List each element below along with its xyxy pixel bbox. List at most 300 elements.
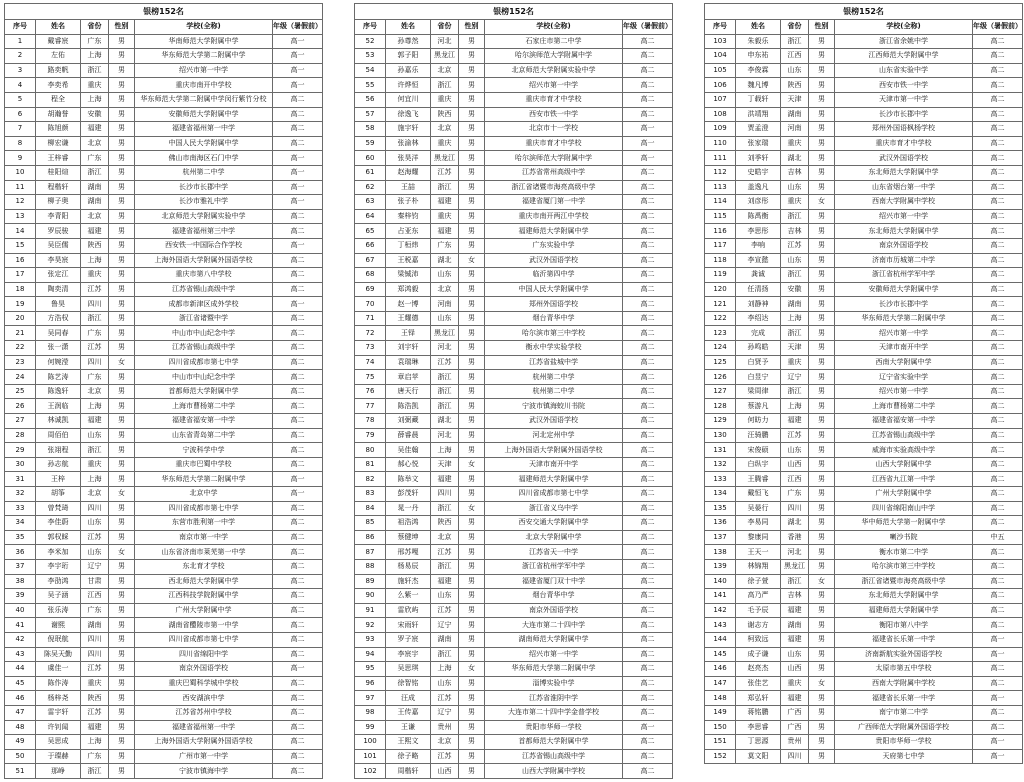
grade-cell: 高二 bbox=[273, 341, 323, 356]
province-cell: 江西 bbox=[781, 472, 809, 487]
table-row bbox=[355, 180, 673, 195]
gender-cell: 男 bbox=[109, 297, 135, 312]
table-row bbox=[5, 559, 323, 574]
header-gender: 性别 bbox=[809, 20, 835, 35]
table-row bbox=[355, 122, 673, 137]
school-cell: 北京中学 bbox=[135, 487, 273, 502]
gender-cell: 男 bbox=[109, 662, 135, 677]
rank-cell: 18 bbox=[5, 282, 36, 297]
province-cell: 江苏 bbox=[431, 691, 459, 706]
gender-cell: 男 bbox=[809, 238, 835, 253]
province-cell: 福建 bbox=[81, 122, 109, 137]
gender-cell: 女 bbox=[459, 253, 485, 268]
school-cell: 西安市铁一中学 bbox=[835, 78, 973, 93]
table-row bbox=[5, 720, 323, 735]
grade-cell: 高二 bbox=[973, 501, 1023, 516]
gender-cell: 男 bbox=[459, 676, 485, 691]
gender-cell: 男 bbox=[809, 530, 835, 545]
name-cell: 丁桓炜 bbox=[386, 238, 431, 253]
province-cell: 上海 bbox=[81, 735, 109, 750]
school-cell: 华东师范大学第二附属中学 bbox=[135, 472, 273, 487]
province-cell: 上海 bbox=[81, 92, 109, 107]
name-cell: 章启苹 bbox=[386, 370, 431, 385]
school-cell: 北京师范大学附属实验中学 bbox=[485, 63, 623, 78]
rank-cell: 29 bbox=[5, 443, 36, 458]
rank-cell: 43 bbox=[5, 647, 36, 662]
grade-cell: 高二 bbox=[623, 282, 673, 297]
table-row bbox=[5, 691, 323, 706]
gender-cell: 男 bbox=[109, 49, 135, 64]
name-cell: 李佳蔚 bbox=[36, 516, 81, 531]
header-school: 学校(全称) bbox=[835, 20, 973, 35]
table-row bbox=[705, 559, 1023, 574]
gender-cell: 男 bbox=[109, 384, 135, 399]
gender-cell: 男 bbox=[459, 151, 485, 166]
school-cell: 四川省绵阳中学 bbox=[135, 647, 273, 662]
name-cell: 彭茂轩 bbox=[386, 487, 431, 502]
province-cell: 黑龙江 bbox=[431, 326, 459, 341]
province-cell: 河北 bbox=[431, 34, 459, 49]
table-row bbox=[705, 618, 1023, 633]
name-cell: 桂阳煊 bbox=[36, 165, 81, 180]
school-cell: 绍兴市第一中学 bbox=[835, 326, 973, 341]
table-row bbox=[5, 662, 323, 677]
rank-cell: 66 bbox=[355, 238, 386, 253]
table-row bbox=[705, 691, 1023, 706]
grade-cell: 高二 bbox=[273, 443, 323, 458]
name-cell: 任清扬 bbox=[736, 282, 781, 297]
school-cell: 山西大学附属中学校 bbox=[485, 764, 623, 779]
rank-cell: 134 bbox=[705, 487, 736, 502]
table-row bbox=[705, 107, 1023, 122]
gender-cell: 男 bbox=[109, 253, 135, 268]
rank-cell: 146 bbox=[705, 662, 736, 677]
rank-cell: 99 bbox=[355, 720, 386, 735]
school-cell: 重庆市巴蜀中学校 bbox=[135, 457, 273, 472]
table-row bbox=[705, 268, 1023, 283]
grade-cell: 高二 bbox=[623, 443, 673, 458]
header-rank: 序号 bbox=[5, 20, 36, 35]
gender-cell: 男 bbox=[459, 165, 485, 180]
gender-cell: 男 bbox=[109, 414, 135, 429]
table-row bbox=[5, 618, 323, 633]
name-cell: 汪成 bbox=[386, 691, 431, 706]
gender-cell: 男 bbox=[109, 311, 135, 326]
name-cell: 孙志航 bbox=[36, 457, 81, 472]
gender-cell: 男 bbox=[809, 545, 835, 560]
ranking-table-3 bbox=[704, 3, 1023, 764]
rank-cell: 141 bbox=[705, 589, 736, 604]
rank-cell: 100 bbox=[355, 735, 386, 750]
gender-cell: 男 bbox=[809, 516, 835, 531]
province-cell: 江苏 bbox=[781, 428, 809, 443]
gender-cell: 男 bbox=[809, 428, 835, 443]
name-cell: 白纵宇 bbox=[736, 457, 781, 472]
table-row bbox=[5, 530, 323, 545]
gender-cell: 男 bbox=[459, 414, 485, 429]
rank-cell: 106 bbox=[705, 78, 736, 93]
grade-cell: 高二 bbox=[623, 107, 673, 122]
grade-cell: 高二 bbox=[973, 443, 1023, 458]
province-cell: 山东 bbox=[81, 545, 109, 560]
name-cell: 李米加 bbox=[36, 545, 81, 560]
school-cell: 长沙市长郡中学 bbox=[135, 180, 273, 195]
table-row bbox=[5, 311, 323, 326]
gender-cell: 男 bbox=[809, 603, 835, 618]
province-cell: 山东 bbox=[781, 180, 809, 195]
grade-cell: 高二 bbox=[273, 749, 323, 764]
school-cell: 山东省实验中学 bbox=[835, 63, 973, 78]
grade-cell: 高二 bbox=[973, 326, 1023, 341]
grade-cell: 高一 bbox=[273, 165, 323, 180]
province-cell: 山西 bbox=[781, 457, 809, 472]
name-cell: 陈浩凯 bbox=[386, 399, 431, 414]
table-row bbox=[355, 238, 673, 253]
grade-cell: 高二 bbox=[273, 705, 323, 720]
table-row bbox=[5, 92, 323, 107]
grade-cell: 高二 bbox=[973, 370, 1023, 385]
name-cell: 徐子略 bbox=[386, 749, 431, 764]
grade-cell: 高二 bbox=[273, 253, 323, 268]
table-row bbox=[705, 341, 1023, 356]
school-cell: 浙江省余姚中学 bbox=[835, 34, 973, 49]
school-cell: 西安市铁一中学 bbox=[485, 107, 623, 122]
province-cell: 四川 bbox=[81, 355, 109, 370]
table-row bbox=[5, 326, 323, 341]
table-row bbox=[355, 632, 673, 647]
rank-cell: 103 bbox=[705, 34, 736, 49]
school-cell: 浙江省诸暨市海亮高级中学 bbox=[485, 180, 623, 195]
rank-cell: 10 bbox=[5, 165, 36, 180]
grade-cell: 高二 bbox=[273, 457, 323, 472]
school-cell: 湖南省醴陵市第一中学 bbox=[135, 618, 273, 633]
grade-cell: 高二 bbox=[623, 209, 673, 224]
name-cell: 方浩权 bbox=[36, 311, 81, 326]
grade-cell: 高一 bbox=[273, 195, 323, 210]
gender-cell: 女 bbox=[109, 545, 135, 560]
name-cell: 黎康同 bbox=[736, 530, 781, 545]
province-cell: 四川 bbox=[81, 632, 109, 647]
grade-cell: 高二 bbox=[623, 268, 673, 283]
table-row bbox=[5, 749, 323, 764]
name-cell: 张翊程 bbox=[36, 443, 81, 458]
name-cell: 王梓睿 bbox=[36, 151, 81, 166]
table-row bbox=[5, 705, 323, 720]
school-cell: 华东师范大学第二附属中学 bbox=[135, 49, 273, 64]
province-cell: 重庆 bbox=[81, 78, 109, 93]
table-row bbox=[5, 180, 323, 195]
table-row bbox=[355, 691, 673, 706]
province-cell: 河北 bbox=[781, 545, 809, 560]
name-cell: 程全 bbox=[36, 92, 81, 107]
gender-cell: 男 bbox=[809, 253, 835, 268]
gender-cell: 男 bbox=[809, 136, 835, 151]
province-cell: 湖南 bbox=[781, 107, 809, 122]
gender-cell: 男 bbox=[459, 268, 485, 283]
province-cell: 福建 bbox=[431, 574, 459, 589]
rank-cell: 69 bbox=[355, 282, 386, 297]
school-cell: 天津市南开中学 bbox=[835, 341, 973, 356]
rank-cell: 40 bbox=[5, 603, 36, 618]
province-cell: 上海 bbox=[81, 399, 109, 414]
name-cell: 吴臣儒 bbox=[36, 238, 81, 253]
table-body bbox=[705, 34, 1023, 764]
name-cell: 李思睿 bbox=[736, 720, 781, 735]
province-cell: 湖南 bbox=[81, 195, 109, 210]
table-row bbox=[705, 209, 1023, 224]
table-row bbox=[355, 326, 673, 341]
rank-cell: 107 bbox=[705, 92, 736, 107]
name-cell: 占亚东 bbox=[386, 224, 431, 239]
school-cell: 哈尔滨师范大学附属中学 bbox=[485, 151, 623, 166]
school-cell: 上海外国语大学附属外国语学校 bbox=[135, 735, 273, 750]
gender-cell: 男 bbox=[109, 632, 135, 647]
name-cell: 洪靖翔 bbox=[736, 107, 781, 122]
rank-cell: 57 bbox=[355, 107, 386, 122]
school-cell: 中国人民大学附属中学 bbox=[485, 282, 623, 297]
gender-cell: 男 bbox=[809, 384, 835, 399]
province-cell: 上海 bbox=[781, 311, 809, 326]
gender-cell: 男 bbox=[809, 107, 835, 122]
name-cell: 李劭鸿 bbox=[36, 574, 81, 589]
grade-cell: 高二 bbox=[973, 224, 1023, 239]
province-cell: 山东 bbox=[431, 676, 459, 691]
name-cell: 张子朴 bbox=[386, 195, 431, 210]
table-row bbox=[5, 209, 323, 224]
table-row bbox=[705, 282, 1023, 297]
table-row bbox=[705, 122, 1023, 137]
school-cell: 天府第七中学 bbox=[835, 749, 973, 764]
gender-cell: 男 bbox=[459, 326, 485, 341]
rank-cell: 17 bbox=[5, 268, 36, 283]
rank-cell: 124 bbox=[705, 341, 736, 356]
grade-cell: 高二 bbox=[623, 472, 673, 487]
rank-cell: 149 bbox=[705, 705, 736, 720]
gender-cell: 男 bbox=[109, 559, 135, 574]
gender-cell: 男 bbox=[459, 632, 485, 647]
gender-cell: 男 bbox=[109, 501, 135, 516]
table-row bbox=[705, 195, 1023, 210]
gender-cell: 女 bbox=[809, 195, 835, 210]
table-row bbox=[355, 545, 673, 560]
rank-cell: 125 bbox=[705, 355, 736, 370]
grade-cell: 高二 bbox=[973, 618, 1023, 633]
grade-cell: 高二 bbox=[623, 574, 673, 589]
grade-cell: 高二 bbox=[973, 574, 1023, 589]
table-row bbox=[705, 136, 1023, 151]
province-cell: 湖北 bbox=[781, 151, 809, 166]
school-cell: 福建省福安第一中学 bbox=[835, 414, 973, 429]
name-cell: 林诚凯 bbox=[36, 414, 81, 429]
grade-cell: 高二 bbox=[273, 224, 323, 239]
table-row bbox=[705, 311, 1023, 326]
gender-cell: 男 bbox=[809, 165, 835, 180]
gender-cell: 男 bbox=[459, 443, 485, 458]
rank-cell: 98 bbox=[355, 705, 386, 720]
name-cell: 徐智铭 bbox=[386, 676, 431, 691]
school-cell: 南京外国语学校 bbox=[835, 238, 973, 253]
grade-cell: 高二 bbox=[973, 559, 1023, 574]
rank-cell: 73 bbox=[355, 341, 386, 356]
table-row bbox=[355, 151, 673, 166]
rank-cell: 2 bbox=[5, 49, 36, 64]
table-row bbox=[355, 34, 673, 49]
rank-cell: 102 bbox=[355, 764, 386, 779]
header-gender: 性别 bbox=[109, 20, 135, 35]
school-cell: 福建省厦门第一中学 bbox=[485, 195, 623, 210]
grade-cell: 高二 bbox=[273, 209, 323, 224]
name-cell: 张家瑞 bbox=[736, 136, 781, 151]
province-cell: 辽宁 bbox=[431, 618, 459, 633]
school-cell: 上海外国语大学附属外国语学校 bbox=[135, 253, 273, 268]
school-cell: 重庆市南开中学校 bbox=[135, 78, 273, 93]
rank-cell: 132 bbox=[705, 457, 736, 472]
name-cell: 胡筝 bbox=[36, 487, 81, 502]
table-row bbox=[5, 487, 323, 502]
grade-cell: 高二 bbox=[973, 209, 1023, 224]
name-cell: 郝心悦 bbox=[386, 457, 431, 472]
grade-cell: 高二 bbox=[623, 530, 673, 545]
name-cell: 白贤予 bbox=[736, 355, 781, 370]
table-row bbox=[705, 705, 1023, 720]
rank-cell: 136 bbox=[705, 516, 736, 531]
province-cell: 江苏 bbox=[431, 355, 459, 370]
table-row bbox=[5, 735, 323, 750]
province-cell: 浙江 bbox=[781, 34, 809, 49]
grade-cell: 高二 bbox=[973, 457, 1023, 472]
rank-cell: 133 bbox=[705, 472, 736, 487]
province-cell: 江苏 bbox=[81, 530, 109, 545]
school-cell: 四川省成都市第七中学 bbox=[485, 487, 623, 502]
name-cell: 倪珉航 bbox=[36, 632, 81, 647]
grade-cell: 高二 bbox=[623, 92, 673, 107]
rank-cell: 9 bbox=[5, 151, 36, 166]
province-cell: 广东 bbox=[81, 370, 109, 385]
name-cell: 林锦翔 bbox=[736, 559, 781, 574]
province-cell: 浙江 bbox=[81, 311, 109, 326]
rank-cell: 126 bbox=[705, 370, 736, 385]
province-cell: 广东 bbox=[81, 326, 109, 341]
grade-cell: 高二 bbox=[273, 647, 323, 662]
rank-cell: 88 bbox=[355, 559, 386, 574]
table-row bbox=[5, 195, 323, 210]
table-row bbox=[355, 253, 673, 268]
grade-cell: 高二 bbox=[273, 764, 323, 779]
name-cell: 成子谦 bbox=[736, 647, 781, 662]
table-row bbox=[355, 92, 673, 107]
name-cell: 王天一 bbox=[736, 545, 781, 560]
rank-cell: 51 bbox=[5, 764, 36, 779]
name-cell: 罗辰骏 bbox=[36, 224, 81, 239]
province-cell: 北京 bbox=[431, 735, 459, 750]
rank-cell: 116 bbox=[705, 224, 736, 239]
table-row bbox=[705, 297, 1023, 312]
province-cell: 北京 bbox=[81, 487, 109, 502]
name-cell: 吴思琪 bbox=[386, 662, 431, 677]
name-cell: 路奕帆 bbox=[36, 63, 81, 78]
rank-cell: 80 bbox=[355, 443, 386, 458]
grade-cell: 高一 bbox=[623, 122, 673, 137]
name-cell: 于璨赫 bbox=[36, 749, 81, 764]
grade-cell: 高二 bbox=[973, 107, 1023, 122]
grade-cell: 高二 bbox=[973, 78, 1023, 93]
school-cell: 绍兴市第一中学 bbox=[135, 63, 273, 78]
name-cell: 周楷轩 bbox=[386, 764, 431, 779]
grade-cell: 高二 bbox=[623, 384, 673, 399]
table-row bbox=[355, 165, 673, 180]
gender-cell: 男 bbox=[809, 618, 835, 633]
table-row bbox=[355, 63, 673, 78]
rank-cell: 150 bbox=[705, 720, 736, 735]
name-cell: 张佳艺 bbox=[736, 676, 781, 691]
rank-cell: 143 bbox=[705, 618, 736, 633]
school-cell: 华南师范大学附属中学 bbox=[135, 34, 273, 49]
province-cell: 陕西 bbox=[781, 78, 809, 93]
name-cell: 戴睿宸 bbox=[36, 34, 81, 49]
name-cell: 祖浩鸿 bbox=[386, 516, 431, 531]
gender-cell: 男 bbox=[809, 49, 835, 64]
gender-cell: 男 bbox=[109, 78, 135, 93]
gender-cell: 男 bbox=[109, 165, 135, 180]
name-cell: 周佰伯 bbox=[36, 428, 81, 443]
name-cell: 龚诚 bbox=[736, 268, 781, 283]
header-name: 姓名 bbox=[36, 20, 81, 35]
province-cell: 山西 bbox=[431, 764, 459, 779]
rank-cell: 25 bbox=[5, 384, 36, 399]
grade-cell: 高二 bbox=[623, 180, 673, 195]
gender-cell: 男 bbox=[809, 705, 835, 720]
name-cell: 申东祐 bbox=[736, 49, 781, 64]
table-row bbox=[705, 530, 1023, 545]
school-cell: 四川省成都市第七中学 bbox=[135, 355, 273, 370]
grade-cell: 高二 bbox=[623, 735, 673, 750]
rank-cell: 14 bbox=[5, 224, 36, 239]
table-row bbox=[705, 457, 1023, 472]
school-cell: 绍兴市第一中学 bbox=[485, 78, 623, 93]
school-cell: 东北育才学校 bbox=[135, 559, 273, 574]
gender-cell: 男 bbox=[459, 136, 485, 151]
table-row bbox=[355, 268, 673, 283]
header-province: 省份 bbox=[781, 20, 809, 35]
province-cell: 江西 bbox=[781, 49, 809, 64]
rank-cell: 37 bbox=[5, 559, 36, 574]
school-cell: 福建师范大学附属中学 bbox=[485, 224, 623, 239]
province-cell: 重庆 bbox=[431, 136, 459, 151]
school-cell: 喇沙书院 bbox=[835, 530, 973, 545]
gender-cell: 女 bbox=[459, 662, 485, 677]
table-title: 银榜152名 bbox=[705, 4, 1023, 20]
table-row bbox=[705, 676, 1023, 691]
rank-cell: 22 bbox=[5, 341, 36, 356]
grade-cell: 高一 bbox=[273, 78, 323, 93]
province-cell: 黑龙江 bbox=[781, 559, 809, 574]
name-cell: 刘季轩 bbox=[736, 151, 781, 166]
province-cell: 安徽 bbox=[781, 282, 809, 297]
province-cell: 湖南 bbox=[81, 618, 109, 633]
school-cell: 江苏省盐城中学 bbox=[485, 355, 623, 370]
rank-cell: 151 bbox=[705, 735, 736, 750]
grade-cell: 高二 bbox=[623, 165, 673, 180]
gender-cell: 男 bbox=[809, 691, 835, 706]
gender-cell: 男 bbox=[459, 720, 485, 735]
gender-cell: 男 bbox=[809, 735, 835, 750]
province-cell: 北京 bbox=[81, 136, 109, 151]
grade-cell: 高一 bbox=[273, 662, 323, 677]
grade-cell: 高二 bbox=[623, 49, 673, 64]
gender-cell: 男 bbox=[809, 443, 835, 458]
grade-cell: 高二 bbox=[973, 34, 1023, 49]
grade-cell: 高二 bbox=[623, 355, 673, 370]
